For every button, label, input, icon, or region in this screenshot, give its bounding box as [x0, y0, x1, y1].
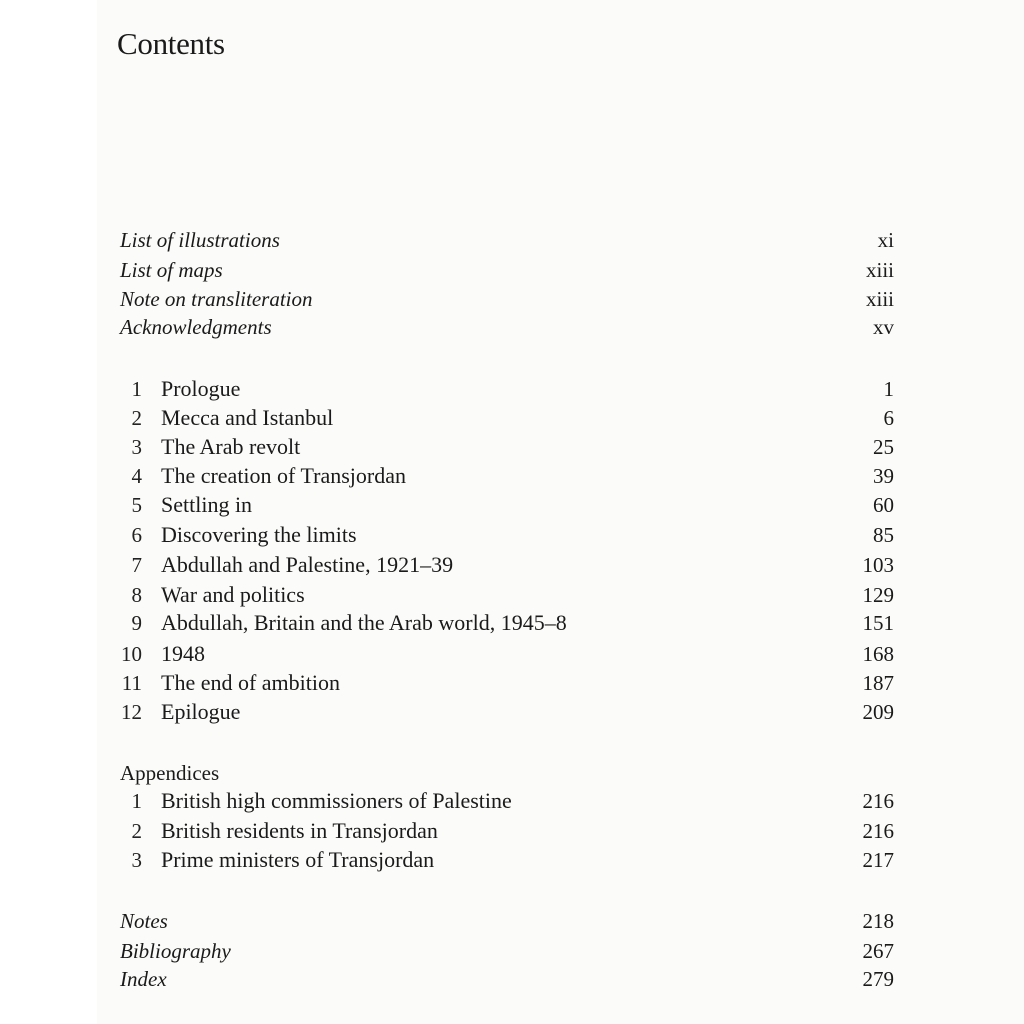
chapter-title: Epilogue: [161, 699, 241, 724]
chapter-entry[interactable]: [0, 403, 1024, 433]
entry-page: 279: [862, 967, 894, 991]
chapter-title: Mecca and Istanbul: [161, 405, 334, 430]
chapter-number: 2: [131, 406, 142, 430]
chapter-number: 3: [131, 435, 142, 459]
chapter-page: 39: [873, 464, 894, 488]
entry-label: Notes: [120, 909, 168, 933]
toc-entry[interactable]: [0, 964, 1024, 994]
chapter-entry[interactable]: [0, 639, 1024, 669]
entry-page: xv: [873, 315, 894, 339]
chapter-title: Prologue: [161, 376, 241, 401]
chapter-page: 25: [873, 435, 894, 459]
chapter-page: 6: [883, 406, 894, 430]
appendix-entry[interactable]: [0, 816, 1024, 846]
chapter-number: 7: [131, 553, 142, 577]
chapter-title: Discovering the limits: [161, 522, 357, 547]
chapter-entry[interactable]: [0, 374, 1024, 404]
chapter-title: Abdullah and Palestine, 1921–39: [161, 552, 454, 577]
chapter-page: 129: [862, 583, 894, 607]
entry-label: Acknowledgments: [120, 315, 272, 339]
entry-page: 218: [862, 909, 894, 933]
chapter-entry[interactable]: [0, 608, 1024, 638]
page-title: Contents: [117, 26, 225, 61]
chapter-page: 85: [873, 523, 894, 547]
chapter-page: 168: [862, 642, 894, 666]
appendix-number: 2: [131, 819, 142, 843]
appendix-page: 216: [862, 789, 894, 813]
chapter-page: 187: [862, 671, 894, 695]
chapter-number: 5: [131, 493, 142, 517]
chapter-entry[interactable]: [0, 550, 1024, 580]
entry-page: xiii: [865, 258, 894, 282]
chapter-page: 60: [873, 493, 894, 517]
appendices-heading: Appendices: [120, 761, 220, 785]
toc-entry[interactable]: [0, 312, 1024, 342]
entry-label: List of maps: [120, 258, 223, 282]
chapter-title: War and politics: [161, 582, 305, 607]
chapter-number: 4: [131, 464, 142, 488]
toc-entry[interactable]: [0, 225, 1024, 255]
chapter-entry[interactable]: [0, 697, 1024, 727]
chapter-entry[interactable]: [0, 461, 1024, 491]
chapter-title: The end of ambition: [161, 670, 341, 695]
chapter-title: Abdullah, Britain and the Arab world, 1945–8: [161, 610, 567, 635]
chapter-number: 1: [131, 377, 142, 401]
appendix-page: 216: [862, 819, 894, 843]
appendix-title: Prime ministers of Transjordan: [161, 847, 435, 872]
chapter-entry[interactable]: [0, 490, 1024, 520]
chapter-entry[interactable]: [0, 432, 1024, 462]
toc-entry[interactable]: [0, 284, 1024, 314]
chapter-page: 151: [862, 611, 894, 635]
chapter-number: 11: [121, 671, 142, 695]
appendix-title: British high commissioners of Palestine: [161, 788, 512, 813]
chapter-number: 6: [131, 523, 142, 547]
entry-label: List of illustrations: [120, 228, 280, 252]
chapter-title: 1948: [161, 641, 205, 666]
appendices-heading-row: [0, 758, 1024, 788]
chapter-number: 9: [131, 611, 142, 635]
entry-label: Bibliography: [120, 939, 231, 963]
appendix-number: 3: [131, 848, 142, 872]
chapter-number: 12: [121, 700, 142, 724]
chapter-page: 1: [883, 377, 894, 401]
appendix-page: 217: [862, 848, 894, 872]
appendix-title: British residents in Transjordan: [161, 818, 438, 843]
chapter-entry[interactable]: [0, 668, 1024, 698]
toc-entry[interactable]: [0, 906, 1024, 936]
appendix-entry[interactable]: [0, 786, 1024, 816]
chapter-number: 10: [121, 642, 142, 666]
entry-page: xiii: [865, 287, 894, 311]
appendix-number: 1: [131, 789, 142, 813]
appendix-entry[interactable]: [0, 845, 1024, 875]
chapter-entry[interactable]: [0, 520, 1024, 550]
chapter-title: Settling in: [161, 492, 253, 517]
chapter-entry[interactable]: [0, 580, 1024, 610]
chapter-page: 209: [862, 700, 894, 724]
toc-entry[interactable]: [0, 936, 1024, 966]
chapter-page: 103: [862, 553, 894, 577]
entry-label: Note on transliteration: [120, 287, 313, 311]
chapter-title: The Arab revolt: [161, 434, 301, 459]
toc-entry[interactable]: [0, 255, 1024, 285]
chapter-number: 8: [131, 583, 142, 607]
entry-page: xi: [877, 228, 894, 252]
entry-page: 267: [862, 939, 894, 963]
entry-label: Index: [120, 967, 167, 991]
chapter-title: The creation of Transjordan: [161, 463, 406, 488]
